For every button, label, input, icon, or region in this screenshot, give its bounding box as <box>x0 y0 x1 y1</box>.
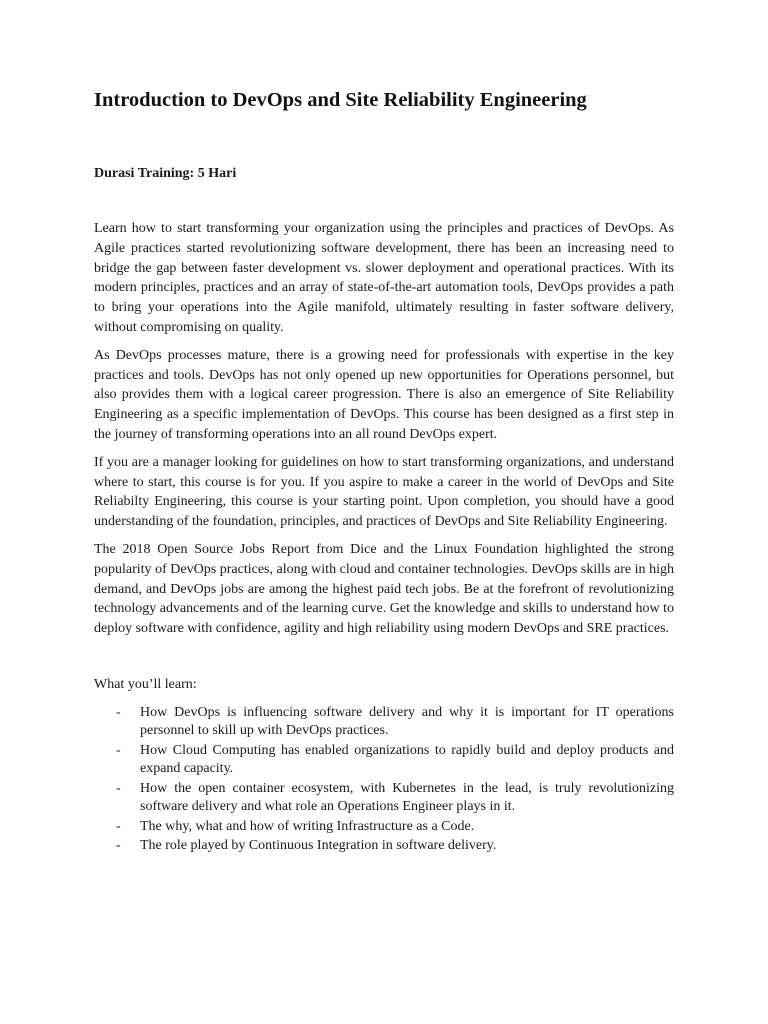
document-page <box>94 86 674 857</box>
bullet-dash: - <box>116 704 121 720</box>
list-item-text: How Cloud Computing has enabled organizations to rapidly build and deploy products and expand capacity. <box>140 742 674 777</box>
list-item <box>94 780 674 817</box>
paragraph-jobs-report: The 2018 Open Source Jobs Report from Dice and the Linux Foundation highlighted the strong popularity of DevOps practices, along with cloud and container technologies. DevOps skills are in high demand, and DevOps jobs are among the highest paid tech jobs. Be at the forefront of revolutionizing technology advancements and of the learning curve. Get the knowledge and skills to understand how to deploy software with confidence, agility and high reliability using modern DevOps and SRE practices. <box>94 541 674 637</box>
learn-list <box>94 704 674 856</box>
bullet-dash: - <box>116 742 121 758</box>
list-item <box>94 837 674 856</box>
document-title: Introduction to DevOps and Site Reliability Engineering <box>94 89 587 111</box>
list-item-text: The why, what and how of writing Infrastructure as a Code. <box>140 818 475 834</box>
bullet-dash: - <box>116 838 121 854</box>
list-item-text: How the open container ecosystem, with Kubernetes in the lead, is truly revolutionizing software delivery and what role an Operations Engineer plays in it. <box>140 780 674 815</box>
list-item <box>94 742 674 779</box>
list-item <box>94 818 674 837</box>
bullet-dash: - <box>116 780 121 796</box>
bullet-dash: - <box>116 818 121 834</box>
paragraph-audience: If you are a manager looking for guidelines on how to start transforming organizations, and understand where to start, this course is for you. If you aspire to make a career in the world of DevOps and Site Reliabilty Engineering, this course is your starting point. Upon completion, you should have a good understanding of the foundation, principles, and practices of DevOps and Site Reliability Engineering. <box>94 454 674 530</box>
list-item <box>94 704 674 741</box>
training-duration: Durasi Training: 5 Hari <box>94 166 237 181</box>
learn-heading: What you’ll learn: <box>94 676 197 692</box>
list-item-text: The role played by Continuous Integration in software delivery. <box>140 838 497 854</box>
paragraph-devops-maturity: As DevOps processes mature, there is a growing need for professionals with expertise in the key practices and tools. DevOps has not only opened up new opportunities for Operations personnel, but also provides them with a logical career progression. There is also an emergence of Site Reliability Engineering as a specific implementation of DevOps. This course has been designed as a first step in the journey of transforming operations into an all round DevOps expert. <box>94 347 674 442</box>
body-text <box>94 219 674 639</box>
list-item-text: How DevOps is influencing software delivery and why it is important for IT operations personnel to skill up with DevOps practices. <box>140 704 674 739</box>
paragraph-intro: Learn how to start transforming your organization using the principles and practices of DevOps. As Agile practices started revolutionizing software development, there has been an increasing need to bridge the gap between faster development vs. slower deployment and operational practices. With its modern principles, practices and an array of state-of-the-art automation tools, DevOps provides a path to bring your operations into the Agile manifold, ultimately resulting in faster software delivery, without compromising on quality. <box>94 221 674 335</box>
